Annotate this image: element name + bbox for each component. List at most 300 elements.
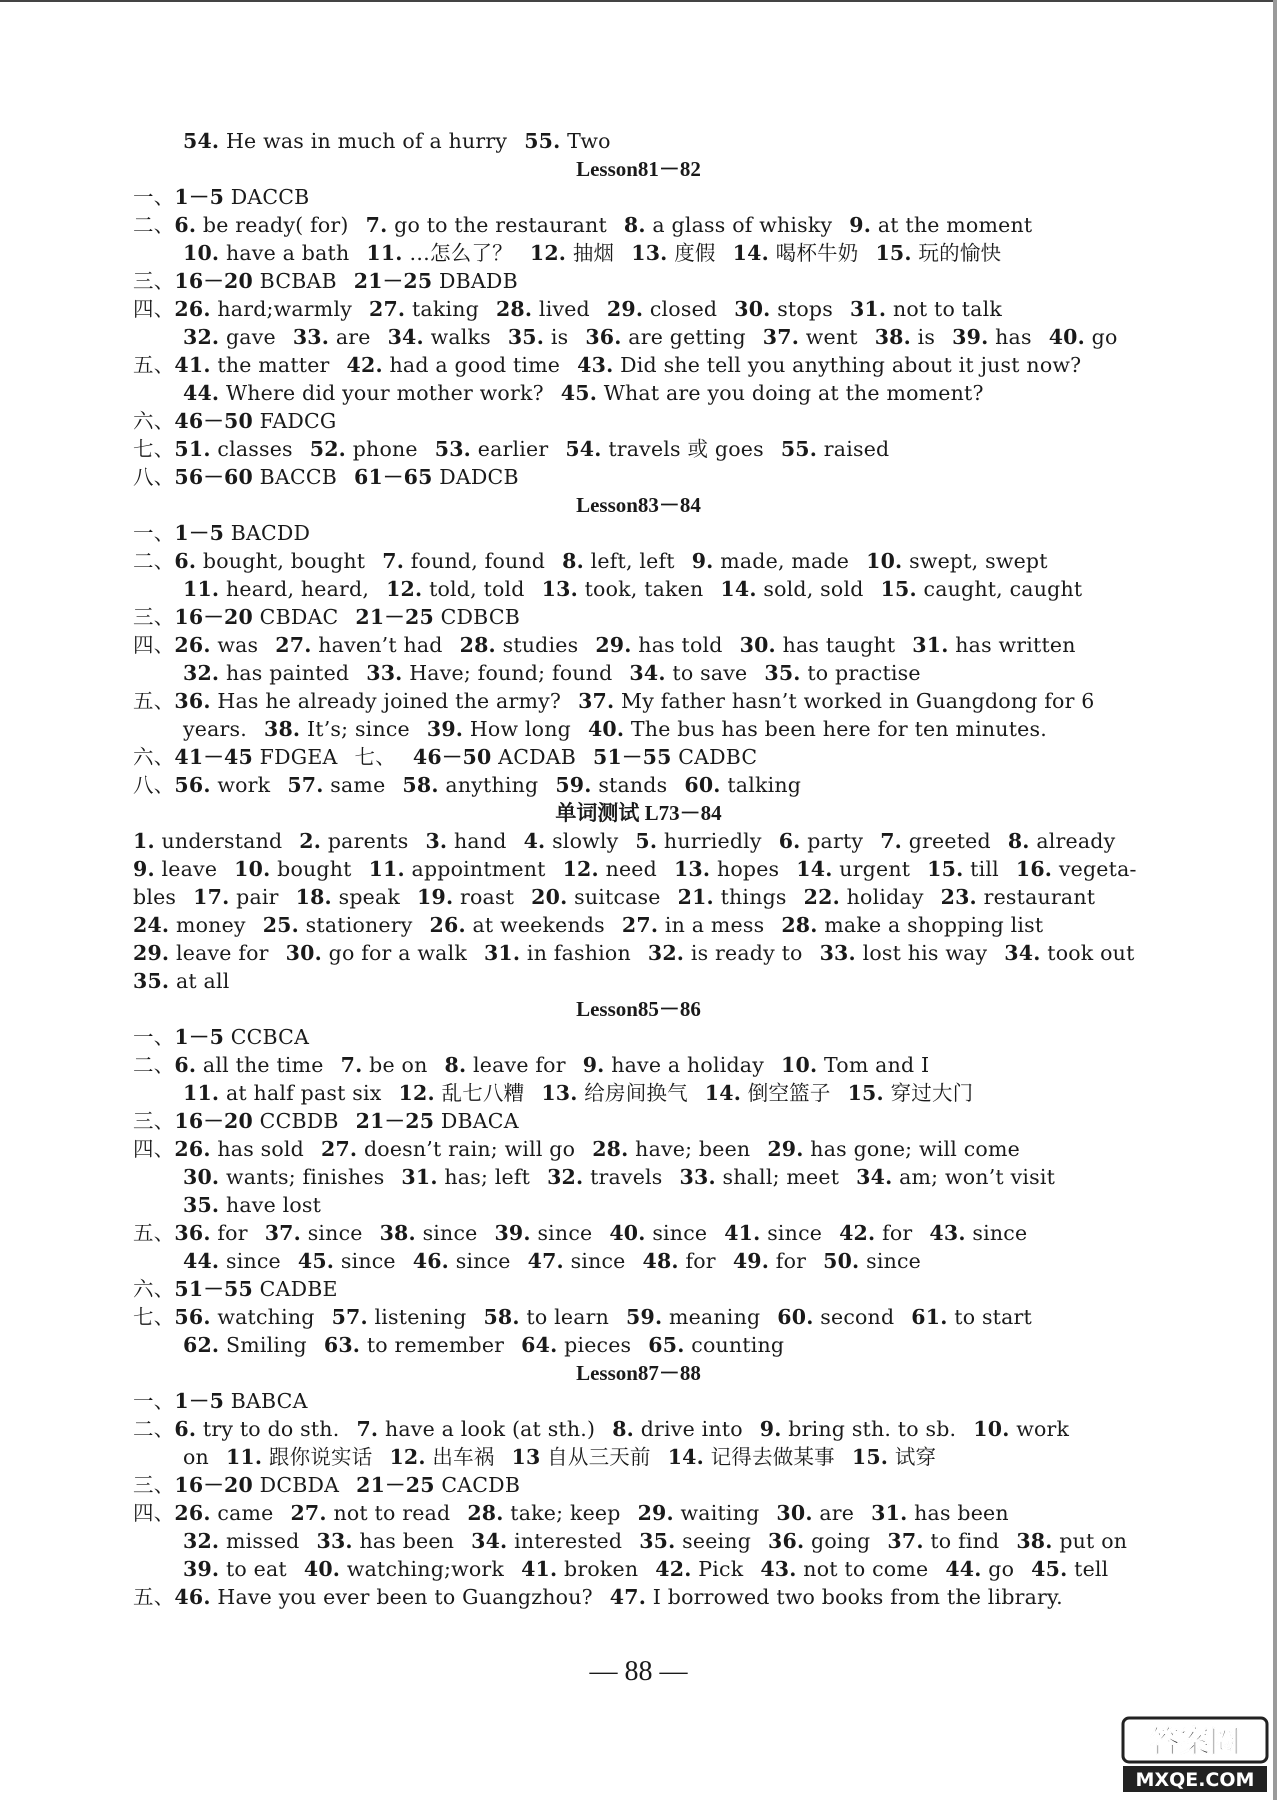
answer-item [332, 1305, 467, 1329]
question-number: 37. [762, 325, 800, 349]
question-number: 20. [531, 885, 568, 909]
answer-item [460, 633, 579, 657]
question-number: 32. [183, 325, 220, 349]
answer-item [183, 1249, 281, 1273]
answer-line [133, 184, 309, 210]
answer-text: Tom and I [817, 1053, 930, 1077]
question-number: 21－25 [356, 1473, 435, 1497]
answer-item [174, 1277, 337, 1301]
question-number: 33. [679, 1165, 716, 1189]
answer-text: DACCB [224, 185, 310, 209]
answer-text: tell [1067, 1557, 1109, 1581]
question-number: 50. [823, 1249, 860, 1273]
question-number: 34. [856, 1165, 893, 1189]
answer-text: went [799, 325, 858, 349]
answer-text: lost his way [855, 941, 988, 965]
question-number: 8. [562, 549, 584, 573]
answer-item [174, 1417, 339, 1441]
question-number: 16－20 [174, 605, 253, 629]
answer-text: DBACA [434, 1109, 519, 1133]
answer-text: 穿过大门 [883, 1081, 974, 1105]
section-marker: 六、 [133, 1277, 175, 1301]
question-number: 38. [263, 717, 301, 741]
answer-item [386, 577, 525, 601]
section-marker: 四、 [133, 633, 175, 657]
answer-text: go to the restaurant [387, 213, 607, 237]
question-number: 42. [346, 353, 383, 377]
question-number: 19. [417, 885, 454, 909]
question-number: 6. [174, 1053, 197, 1077]
answer-item [427, 717, 571, 741]
question-number: 9. [759, 1417, 782, 1441]
question-number: 11. [183, 577, 220, 601]
question-number: 15. [875, 241, 912, 265]
answer-item [941, 885, 1096, 909]
answer-item [776, 1501, 854, 1525]
answer-text: to find [923, 1529, 1000, 1553]
question-number: 14. [732, 241, 769, 265]
answer-text: bought [270, 857, 352, 881]
question-number: 26. [174, 1501, 211, 1525]
answer-text: raised [817, 437, 890, 461]
answer-line [133, 1024, 309, 1050]
answer-text: leave for [466, 1053, 566, 1077]
answer-item [226, 1445, 372, 1469]
answer-item [356, 1417, 595, 1441]
answer-line [133, 744, 757, 770]
answer-item [174, 1473, 339, 1497]
answer-item [612, 1417, 743, 1441]
question-number: 52. [309, 437, 347, 461]
question-number: 11. [225, 1445, 263, 1469]
answer-item [133, 913, 246, 937]
section-heading: 单词测试 L73－84 [555, 801, 722, 825]
question-number: 51－55 [174, 1277, 253, 1301]
question-number: 35. [764, 661, 801, 685]
answer-item [347, 353, 561, 377]
answer-text: It’s; since [300, 717, 410, 741]
answer-item [183, 325, 276, 349]
answer-item [871, 1501, 1009, 1525]
answer-text: try to do sth. [196, 1417, 340, 1441]
question-number: 30. [776, 1501, 813, 1525]
question-number: 33. [292, 325, 330, 349]
answer-item [483, 1305, 609, 1329]
question-number: 44. [945, 1557, 982, 1581]
question-number: 6. [174, 213, 197, 237]
question-number: 1. [133, 829, 155, 853]
question-number: 11. [368, 857, 405, 881]
question-number: 54. [565, 437, 602, 461]
question-number: 48. [642, 1249, 679, 1273]
answer-text: since [415, 1221, 478, 1245]
answer-text: go for a walk [321, 941, 467, 965]
answer-text: 试穿 [888, 1445, 937, 1469]
answer-text: hopes [710, 857, 780, 881]
answer-item [609, 1221, 707, 1245]
question-number: 60. [777, 1305, 814, 1329]
answer-item [413, 1249, 511, 1273]
answer-item [763, 325, 858, 349]
answer-text: 给房间换气 [577, 1081, 688, 1105]
answer-item [887, 1529, 999, 1553]
answer-item [183, 381, 544, 405]
question-number: 35. [183, 1193, 220, 1217]
answer-text: till [963, 857, 999, 881]
answer-item [183, 1333, 307, 1357]
answer-text: earlier [471, 437, 549, 461]
answer-text: haven’t had [311, 633, 443, 657]
question-number: 28. [592, 1137, 629, 1161]
answer-item [880, 829, 991, 853]
question-number: 44. [183, 381, 220, 405]
answer-item [593, 745, 757, 769]
question-number: 28. [781, 913, 818, 937]
question-number: 32. [183, 661, 220, 685]
answer-text: hurriedly [657, 829, 762, 853]
answer-item [435, 437, 549, 461]
section-heading: Lesson87－88 [576, 1361, 701, 1385]
answer-item [852, 1445, 936, 1469]
section-marker: 八、 [133, 773, 175, 797]
answer-text: since [219, 1249, 281, 1273]
answer-text: My father hasn’t worked in Guangdong for 6 [614, 689, 1095, 713]
question-number: 29. [595, 633, 632, 657]
section-marker: 六、 [133, 409, 175, 433]
answer-text: ACDAB [491, 745, 576, 769]
answer-text: has written [948, 633, 1076, 657]
answer-text: need [598, 857, 657, 881]
question-number: 18. [295, 885, 332, 909]
question-number: 1－5 [174, 521, 225, 545]
question-number: 31. [401, 1165, 438, 1189]
answer-text: has gone; will come [803, 1137, 1020, 1161]
section-marker: 一、 [133, 1389, 175, 1413]
question-number: 40. [609, 1221, 646, 1245]
question-number: 29. [637, 1501, 674, 1525]
answer-text: have a look (at sth.) [378, 1417, 596, 1441]
page-number: — 88 — [589, 1656, 688, 1687]
question-number: 26. [174, 1137, 211, 1161]
question-number: 49. [732, 1249, 770, 1273]
answer-text: Has he already joined the army? [210, 689, 562, 713]
answer-line [133, 632, 1076, 658]
answer-item [521, 1557, 638, 1581]
answer-item [382, 549, 545, 573]
answer-item [388, 325, 491, 349]
answer-text: anything [438, 773, 539, 797]
question-number: 7. [880, 829, 903, 853]
answer-text: doesn’t rain; will go [357, 1137, 576, 1161]
answer-item [1016, 1529, 1127, 1553]
answer-item [521, 1333, 631, 1357]
answer-item [578, 689, 1094, 713]
answer-line [183, 1248, 921, 1274]
question-number: 26. [174, 633, 211, 657]
answer-text: 自从三天前 [540, 1445, 651, 1469]
question-number: 8. [623, 213, 646, 237]
answer-item [467, 1501, 620, 1525]
answer-item [133, 969, 230, 993]
answer-text: already [1029, 829, 1116, 853]
answer-item [174, 185, 309, 209]
answer-text: told, told [422, 577, 525, 601]
question-number: 6. [778, 829, 801, 853]
watermark-logo [1121, 1716, 1269, 1794]
answer-item [705, 1081, 831, 1105]
question-number: 35. [639, 1529, 676, 1553]
answer-item [417, 885, 514, 909]
answer-text: studies [495, 633, 579, 657]
answer-item [777, 1305, 894, 1329]
answer-text: bles [133, 885, 177, 909]
question-number: 12. [562, 857, 599, 881]
answer-text: stops [770, 297, 833, 321]
answer-text: classes [210, 437, 293, 461]
question-number: 56－60 [174, 465, 253, 489]
question-number: 9. [133, 857, 155, 881]
answer-item [508, 325, 568, 349]
answer-text: The bus has been here for ten minutes. [624, 717, 1047, 741]
answer-text: at the moment [871, 213, 1033, 237]
answer-text: not to read [326, 1501, 451, 1525]
answer-line [133, 1304, 1032, 1330]
answer-line [183, 324, 1118, 350]
answer-item [912, 633, 1075, 657]
answer-text: DCBDA [252, 1473, 340, 1497]
answer-text: took, taken [577, 577, 704, 601]
question-number: 41－45 [174, 745, 253, 769]
answer-item [413, 745, 576, 769]
question-number: 21－25 [355, 1109, 435, 1133]
answer-item [779, 829, 864, 853]
answer-item [555, 773, 667, 797]
answer-item [369, 297, 479, 321]
answer-item [321, 1137, 575, 1161]
answer-text: 度假 [667, 241, 716, 265]
question-number: 28. [459, 633, 496, 657]
question-number: 1－5 [174, 1025, 225, 1049]
section-marker: 四、 [133, 297, 175, 321]
answer-text: pair [229, 885, 279, 909]
answer-line [133, 212, 1032, 238]
answer-line [133, 296, 1002, 322]
answer-item [174, 437, 292, 461]
question-number: 11. [366, 241, 403, 265]
question-number: 60. [684, 773, 721, 797]
question-number: 4. [523, 829, 546, 853]
answer-item [692, 549, 849, 573]
answer-item [648, 941, 803, 965]
question-number: 51－55 [592, 745, 672, 769]
answer-item [592, 1137, 750, 1161]
question-number: 10. [973, 1417, 1010, 1441]
question-number: 13. [631, 241, 668, 265]
answer-item [547, 1165, 662, 1189]
answer-item [528, 1249, 626, 1273]
answer-text: What are you doing at the moment? [597, 381, 984, 405]
answer-text: lived [532, 297, 590, 321]
question-number: 15. [851, 1445, 889, 1469]
question-number: 39. [183, 1557, 220, 1581]
answer-text: to start [947, 1305, 1032, 1329]
question-number: 38. [874, 325, 911, 349]
question-number: 44. [183, 1249, 220, 1273]
answer-item [849, 213, 1032, 237]
answer-line [133, 1472, 520, 1498]
answer-text: Did she tell you anything about it just now? [613, 353, 1082, 377]
answer-item [767, 1137, 1020, 1161]
answer-item [622, 913, 764, 937]
question-number: 36. [174, 1221, 211, 1245]
question-number: 55. [524, 129, 561, 153]
question-number: 46. [412, 1249, 450, 1273]
question-number: 43. [577, 353, 614, 377]
answer-line [133, 1108, 519, 1134]
answer-text: watching [210, 1305, 315, 1329]
section-marker: 一、 [133, 1025, 175, 1049]
answer-item [174, 409, 336, 433]
answer-text: leave [154, 857, 218, 881]
answer-text: be on [362, 1053, 428, 1077]
answer-text: greeted [902, 829, 991, 853]
answer-item [733, 1249, 806, 1273]
question-number: 43. [760, 1557, 797, 1581]
answer-text: I borrowed two books from the library. [646, 1585, 1063, 1609]
answer-text: have a holiday [604, 1053, 765, 1077]
answer-item [764, 661, 920, 685]
answer-text: not to come [796, 1557, 929, 1581]
question-number: 39. [426, 717, 464, 741]
answer-text: to learn [519, 1305, 610, 1329]
answer-item [929, 1221, 1027, 1245]
answer-text: Have; found; found [402, 661, 613, 685]
section-marker: 三、 [133, 605, 175, 629]
answer-line [133, 464, 519, 490]
answer-text: stands [591, 773, 668, 797]
answer-text: has taught [775, 633, 896, 657]
answer-text: has told [631, 633, 723, 657]
answer-text: Pick [691, 1557, 744, 1581]
question-number: 64. [521, 1333, 558, 1357]
answer-text: watching;work [340, 1557, 505, 1581]
question-number: 27. [290, 1501, 327, 1525]
question-number: 27. [621, 913, 659, 937]
section-marker: 四、 [133, 1501, 175, 1525]
question-number: 39. [952, 325, 989, 349]
answer-item [631, 241, 715, 265]
answer-text: to save [665, 661, 748, 685]
answer-item [174, 1025, 309, 1049]
answer-item [366, 213, 607, 237]
question-number: 26. [429, 913, 466, 937]
question-number: 25. [262, 913, 299, 937]
answer-item [174, 605, 338, 629]
question-number: 29. [767, 1137, 804, 1161]
question-number: 11. [183, 1081, 220, 1105]
answer-text: How long [463, 717, 571, 741]
answer-text: going [804, 1529, 871, 1553]
answer-item [512, 1445, 651, 1469]
question-number: 36. [585, 325, 622, 349]
answer-text: 出车祸 [425, 1445, 495, 1469]
answer-text: second [813, 1305, 895, 1329]
answer-line [183, 660, 921, 686]
section-marker: 八、 [133, 465, 175, 489]
answer-text: bring sth. to sb. [781, 1417, 957, 1441]
question-number: 12. [529, 241, 567, 265]
answer-item [183, 241, 349, 265]
question-number: 55. [780, 437, 818, 461]
section-marker: 五、 [133, 353, 175, 377]
answer-line [133, 1052, 929, 1078]
answer-item [952, 325, 1032, 349]
answer-line [183, 1332, 784, 1358]
question-number: 59. [626, 1305, 663, 1329]
answer-text: DADCB [432, 465, 519, 489]
question-number: 12. [386, 577, 423, 601]
answer-item [183, 1557, 287, 1581]
answer-item [643, 1249, 716, 1273]
question-number: 8. [444, 1053, 467, 1077]
answer-item [524, 129, 610, 153]
answer-text: hard;warmly [210, 297, 352, 321]
question-number: 13. [541, 577, 578, 601]
answer-item [1004, 941, 1134, 965]
answer-line [133, 1500, 1009, 1526]
answer-item [401, 1165, 530, 1189]
answer-text: CBDAC [252, 605, 339, 629]
answer-item [316, 1529, 454, 1553]
question-number: 16. [1015, 857, 1053, 881]
answer-text: for [210, 1221, 248, 1245]
question-number: 58. [402, 773, 439, 797]
question-number: 34. [629, 661, 666, 685]
answer-item [541, 1081, 687, 1105]
answer-line [133, 828, 1115, 854]
answer-text: CCBCA [224, 1025, 310, 1049]
question-number: 42. [655, 1557, 692, 1581]
answer-item [174, 1109, 338, 1133]
question-number: 7. [340, 1053, 363, 1077]
answer-item [724, 1221, 822, 1245]
answer-text: swept, swept [902, 549, 1048, 573]
question-number: 45. [297, 1249, 335, 1273]
answer-item [850, 297, 1002, 321]
answer-text: to practise [800, 661, 921, 685]
answer-text: at weekends [465, 913, 605, 937]
answer-text: FADCG [252, 409, 337, 433]
answer-item [820, 941, 988, 965]
question-number: 28. [467, 1501, 504, 1525]
answer-text: travels [583, 1165, 663, 1189]
answer-item [366, 241, 512, 265]
section-marker: 三、 [133, 1473, 175, 1497]
section-marker: 六、 [133, 745, 175, 769]
answer-text: party [800, 829, 864, 853]
answer-item [174, 1221, 247, 1245]
answer-line [133, 408, 336, 434]
section-marker: 二、 [133, 213, 175, 237]
answer-text: CADBC [671, 745, 758, 769]
answer-item [648, 1333, 784, 1357]
answer-item [796, 857, 910, 881]
answer-text: urgent [832, 857, 911, 881]
answer-line [133, 688, 1095, 714]
answer-item [174, 465, 337, 489]
answer-text: was [210, 633, 259, 657]
answer-text: years. [183, 717, 247, 741]
